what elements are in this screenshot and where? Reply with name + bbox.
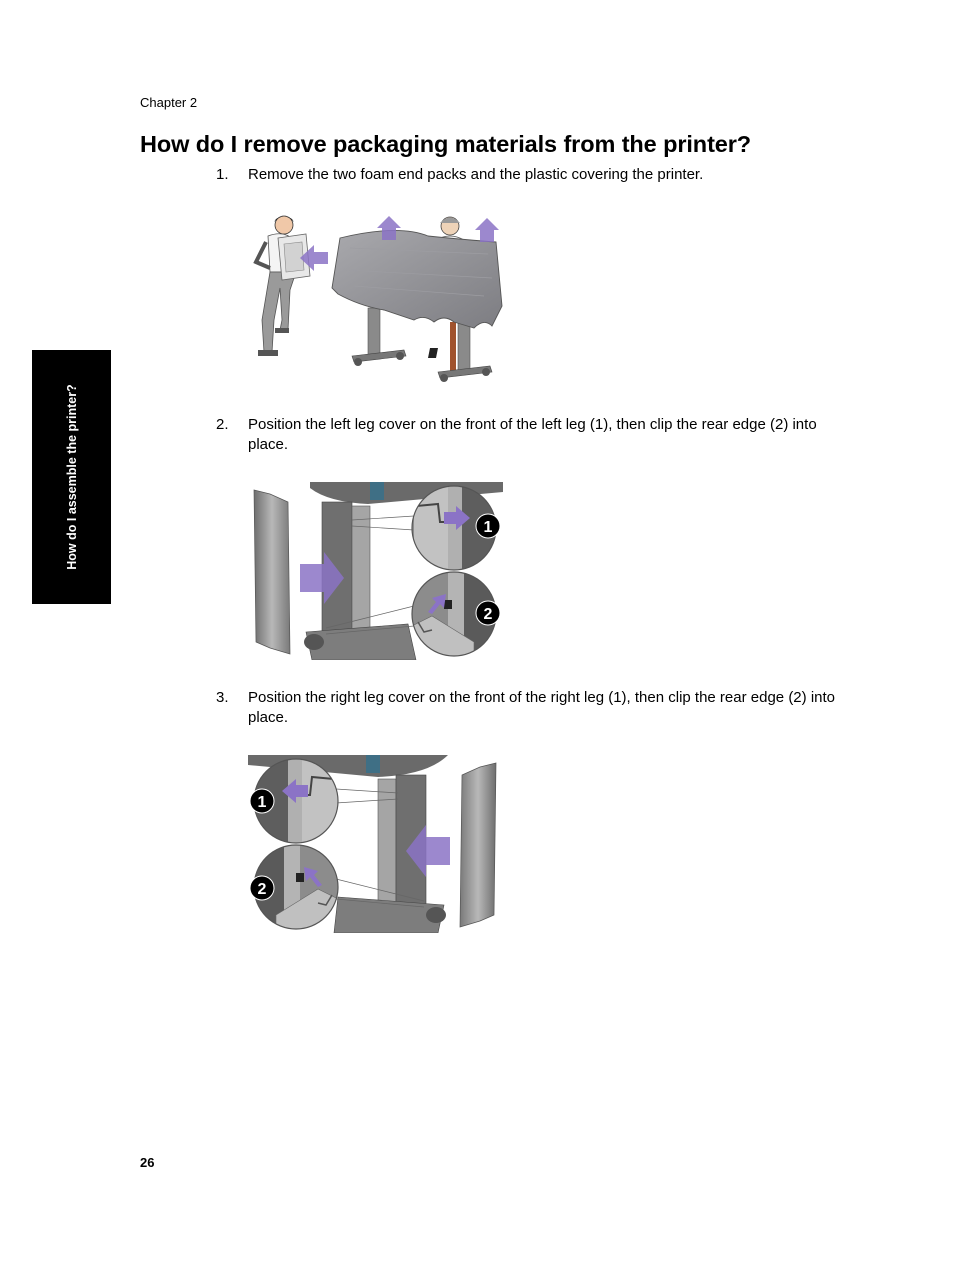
step-1-number: 1. [216,166,229,183]
callout-2-label: 2 [483,606,493,623]
callout-right-1-label: 1 [257,794,267,811]
arrow-lift-right [475,218,499,242]
page-title: How do I remove packaging materials from the printer? [140,131,752,157]
step-3-number: 3. [216,689,229,706]
page-number: 26 [140,1155,155,1170]
step-3-text: Position the right leg cover on the front of the right leg (1), then clip the rear edge (2) into place. [248,689,835,726]
side-tab [32,350,111,604]
figure-remove-packaging [248,210,506,388]
right-leg-cover-panel-illustration [460,763,496,927]
callout-right-2-label: 2 [257,881,267,898]
callout-1-label: 1 [483,519,493,536]
step-2-text: Position the left leg cover on the front of the left leg (1), then clip the rear edge (2) into place. [248,416,817,453]
callout-badge-right-1 [250,789,274,813]
figure-right-leg-cover [248,755,504,933]
leg-cover-panel-illustration [254,490,290,654]
callout-badge-right-2 [250,876,274,900]
callout-badge-1 [476,514,500,538]
step-2-number: 2. [216,416,229,433]
chapter-label: Chapter 2 [140,95,198,110]
side-tab-label: How do I assemble the printer? [64,384,79,570]
step-1-text: Remove the two foam end packs and the plastic covering the printer. [248,166,704,183]
figure-left-leg-cover [248,482,504,660]
callout-badge-2 [476,601,500,625]
plastic-cover-illustration [332,230,502,328]
